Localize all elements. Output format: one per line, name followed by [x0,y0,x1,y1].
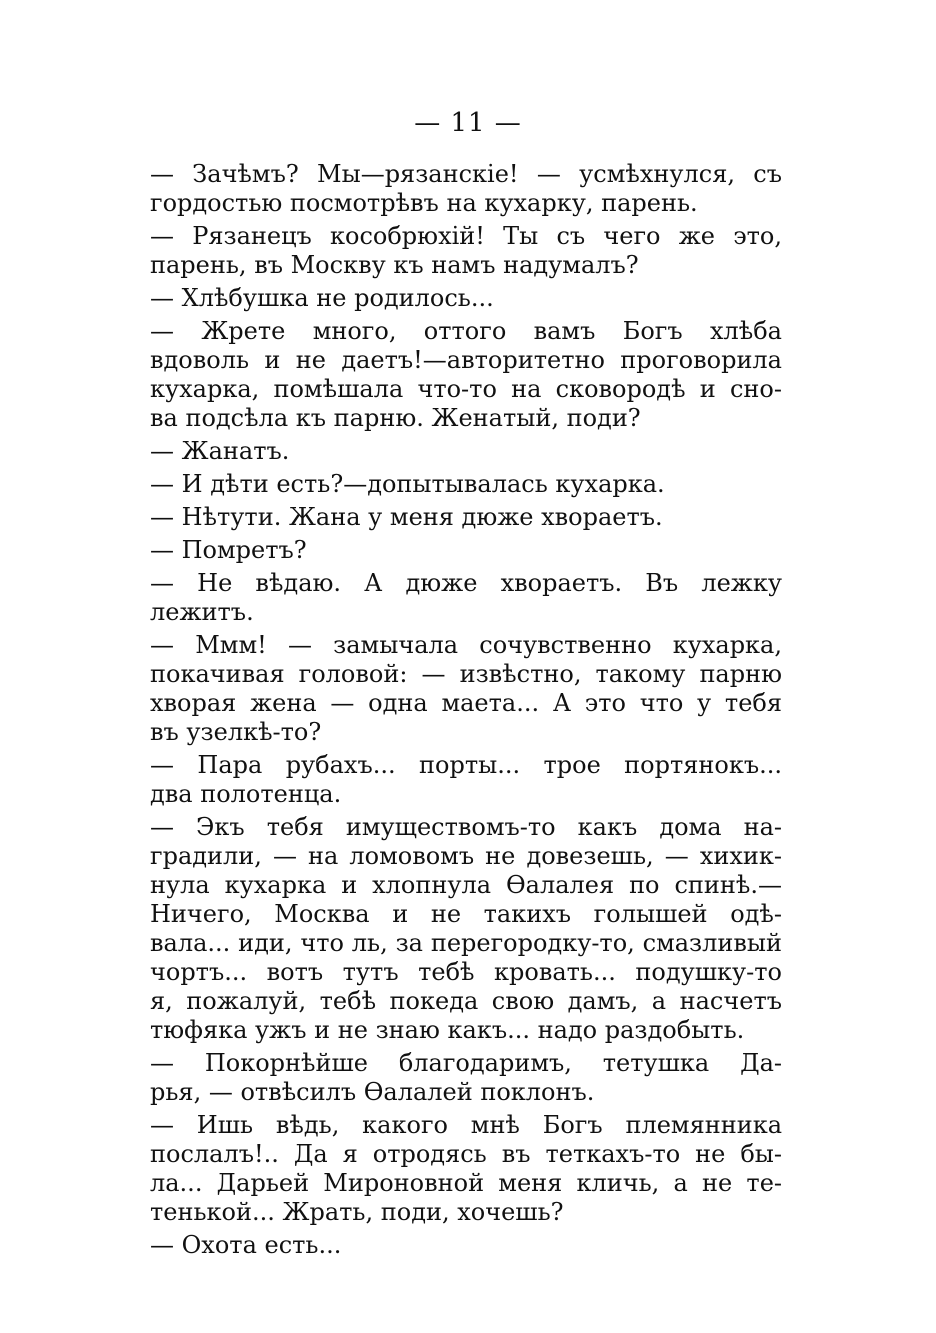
text-line: — Экъ тебя имуществомъ-то какъ дома на- [150,813,782,841]
text-line: — Ишь вѣдь, какого мнѣ Богъ племянника [150,1111,782,1139]
paragraph [150,1049,782,1107]
paragraph [150,1231,782,1260]
text-line: — Хлѣбушка не родилось... [150,284,494,312]
text-body [150,160,782,1260]
text-line: — Рязанецъ кособрюхій! Ты съ чего же это, [150,222,782,250]
text-line: — Покорнѣйше благодаримъ, тетушка Да- [150,1049,782,1077]
text-line: — Ммм! — замычала сочувственно кухарка, [150,631,782,659]
text-line: нула кухарка и хлопнула Ѳалалея по спинѣ.— [150,871,782,899]
text-line: — Нѣтути. Жана у меня дюже хвораетъ. [150,503,663,531]
text-line: покачивая головой: — извѣстно, такому парню [150,660,782,688]
text-line: — Охота есть... [150,1231,342,1259]
paragraph [150,569,782,627]
text-line: Ничего, Москва и не такихъ голышей одѣ- [150,900,782,928]
text-line: вдоволь и не даетъ!—авторитетно проговорила [150,346,782,374]
text-line: ла... Дарьей Мироновной меня кличь, а не те- [150,1169,782,1197]
text-line: — Жрете много, оттого вамъ Богъ хлѣба [150,317,782,345]
text-line: парень, въ Москву къ намъ надумалъ? [150,251,639,279]
paragraph [150,751,782,809]
text-line: лежитъ. [150,598,254,626]
text-line: хворая жена — одна маета... А это что у тебя [150,689,782,717]
text-line: два полотенца. [150,780,342,808]
paragraph [150,284,782,313]
text-line: чортъ... вотъ тутъ тебѣ кровать... подушку-то [150,958,782,986]
paragraph [150,1111,782,1227]
text-line: градили, — на ломовомъ не довезешь, — хихик- [150,842,782,870]
paragraph [150,317,782,433]
text-line: ва подсѣла къ парню. Женатый, поди? [150,404,641,432]
paragraph [150,222,782,280]
text-line: — Жанатъ. [150,437,290,465]
paragraph [150,631,782,747]
text-line: — Не вѣдаю. А дюже хвораетъ. Въ лежку [150,569,782,597]
text-line: гордостью посмотрѣвъ на кухарку, парень. [150,189,698,217]
text-line: тенькой... Жрать, поди, хочешь? [150,1198,564,1226]
paragraph [150,813,782,1045]
page-number: — 11 — [414,108,522,138]
paragraph [150,470,782,499]
text-line: — Помретъ? [150,536,307,564]
text-line: — И дѣти есть?—допытывалась кухарка. [150,470,665,498]
text-line: въ узелкѣ-то? [150,718,322,746]
paragraph [150,437,782,466]
paragraph [150,503,782,532]
text-line: тюфяка ужъ и не знаю какъ... надо раздобыть. [150,1016,745,1044]
text-line: рья, — отвѣсилъ Ѳалалей поклонъ. [150,1078,595,1106]
text-line: вала... иди, что ль, за перегородку-то, смазливый [150,929,782,957]
paragraph [150,536,782,565]
paragraph [150,160,782,218]
text-line: я, пожалуй, тебѣ покеда свою дамъ, а насчетъ [150,987,782,1015]
text-line: — Пара рубахъ... порты... трое портянокъ... [150,751,782,779]
text-line: кухарка, помѣшала что-то на сковородѣ и сно- [150,375,782,403]
text-line: послалъ!.. Да я отродясь въ теткахъ-то не бы- [150,1140,782,1168]
text-line: — Зачѣмъ? Мы—рязанскіе! — усмѣхнулся, съ [150,160,782,188]
